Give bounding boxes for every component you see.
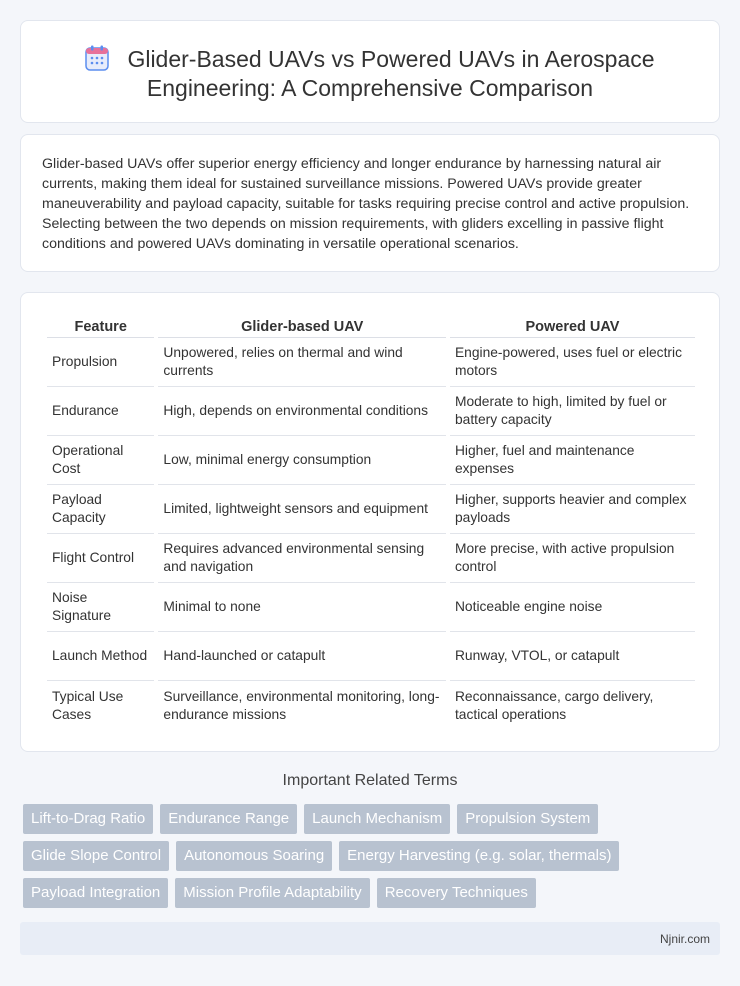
page-title bbox=[21, 45, 719, 103]
comparison-table bbox=[43, 316, 699, 730]
table-row bbox=[47, 485, 695, 534]
header-glider: Glider-based UAV bbox=[158, 316, 446, 338]
header-feature: Feature bbox=[47, 316, 154, 338]
glider-cell: Limited, lightweight sensors and equipment bbox=[158, 485, 446, 534]
table-row bbox=[47, 387, 695, 436]
powered-cell: Higher, fuel and maintenance expenses bbox=[450, 436, 695, 485]
glider-cell: Minimal to none bbox=[158, 583, 446, 632]
powered-cell: Noticeable engine noise bbox=[450, 583, 695, 632]
powered-cell: Higher, supports heavier and complex payloads bbox=[450, 485, 695, 534]
term-tag[interactable]: Energy Harvesting (e.g. solar, thermals) bbox=[339, 841, 619, 871]
glider-cell: Requires advanced environmental sensing and navigation bbox=[158, 534, 446, 583]
term-tag[interactable]: Recovery Techniques bbox=[377, 878, 536, 908]
header-powered: Powered UAV bbox=[450, 316, 695, 338]
table-row bbox=[47, 436, 695, 485]
term-tag[interactable]: Glide Slope Control bbox=[23, 841, 169, 871]
table-row bbox=[47, 338, 695, 387]
tag-row bbox=[23, 878, 723, 908]
powered-cell: Moderate to high, limited by fuel or battery capacity bbox=[450, 387, 695, 436]
feature-cell: Propulsion bbox=[47, 338, 154, 387]
term-tag[interactable]: Endurance Range bbox=[160, 804, 297, 834]
feature-cell: Flight Control bbox=[47, 534, 154, 583]
glider-cell: Low, minimal energy consumption bbox=[158, 436, 446, 485]
feature-cell: Payload Capacity bbox=[47, 485, 154, 534]
tag-row bbox=[23, 804, 723, 834]
term-tag[interactable]: Autonomous Soaring bbox=[176, 841, 332, 871]
term-tag[interactable]: Lift-to-Drag Ratio bbox=[23, 804, 153, 834]
term-tag[interactable]: Launch Mechanism bbox=[304, 804, 450, 834]
feature-cell: Launch Method bbox=[47, 632, 154, 681]
table-body bbox=[47, 338, 695, 730]
powered-cell: Runway, VTOL, or catapult bbox=[450, 632, 695, 681]
powered-cell: More precise, with active propulsion control bbox=[450, 534, 695, 583]
feature-cell: Noise Signature bbox=[47, 583, 154, 632]
table-row bbox=[47, 681, 695, 730]
glider-cell: Hand-launched or catapult bbox=[158, 632, 446, 681]
summary-card bbox=[20, 134, 720, 272]
glider-cell: Unpowered, relies on thermal and wind currents bbox=[158, 338, 446, 387]
table-row bbox=[47, 632, 695, 681]
related-terms-heading: Important Related Terms bbox=[282, 772, 458, 789]
feature-cell: Endurance bbox=[47, 387, 154, 436]
powered-cell: Engine-powered, uses fuel or electric motors bbox=[450, 338, 695, 387]
term-tag[interactable]: Mission Profile Adaptability bbox=[175, 878, 369, 908]
footer bbox=[20, 922, 720, 955]
footer-site: Njnir.com bbox=[659, 932, 710, 946]
related-terms-tags bbox=[23, 804, 723, 915]
glider-cell: High, depends on environmental conditions bbox=[158, 387, 446, 436]
glider-cell: Surveillance, environmental monitoring, long-endurance missions bbox=[163, 688, 440, 722]
table-row bbox=[47, 534, 695, 583]
title-line-2: Engineering: A Comprehensive Comparison bbox=[146, 75, 594, 101]
term-tag[interactable]: Payload Integration bbox=[23, 878, 168, 908]
feature-cell: Operational Cost bbox=[47, 436, 154, 485]
table-row bbox=[47, 583, 695, 632]
table-header-row bbox=[47, 316, 695, 338]
title-line-1: Glider-Based UAVs vs Powered UAVs in Aerospace bbox=[127, 46, 655, 72]
summary-text: Glider-based UAVs offer superior energy efficiency and longer endurance by harnessing natural air currents, making them ideal for sustained surveillance missions. Powered UAVs provide greater maneuverability and payload capacity, suitable for tasks requiring precise control and active propulsion. Selecting between the two depends on mission requirements, with gliders excelling in passive flight conditions and powered UAVs dominating in versatile operational scenarios. bbox=[42, 156, 690, 252]
tag-row bbox=[23, 841, 723, 871]
powered-cell: Reconnaissance, cargo delivery, tactical operations bbox=[454, 688, 654, 722]
term-tag[interactable]: Propulsion System bbox=[457, 804, 598, 834]
comparison-card bbox=[20, 292, 720, 752]
calendar-icon bbox=[85, 45, 109, 71]
feature-cell: Typical Use Cases bbox=[52, 688, 124, 722]
title-card bbox=[20, 20, 720, 123]
